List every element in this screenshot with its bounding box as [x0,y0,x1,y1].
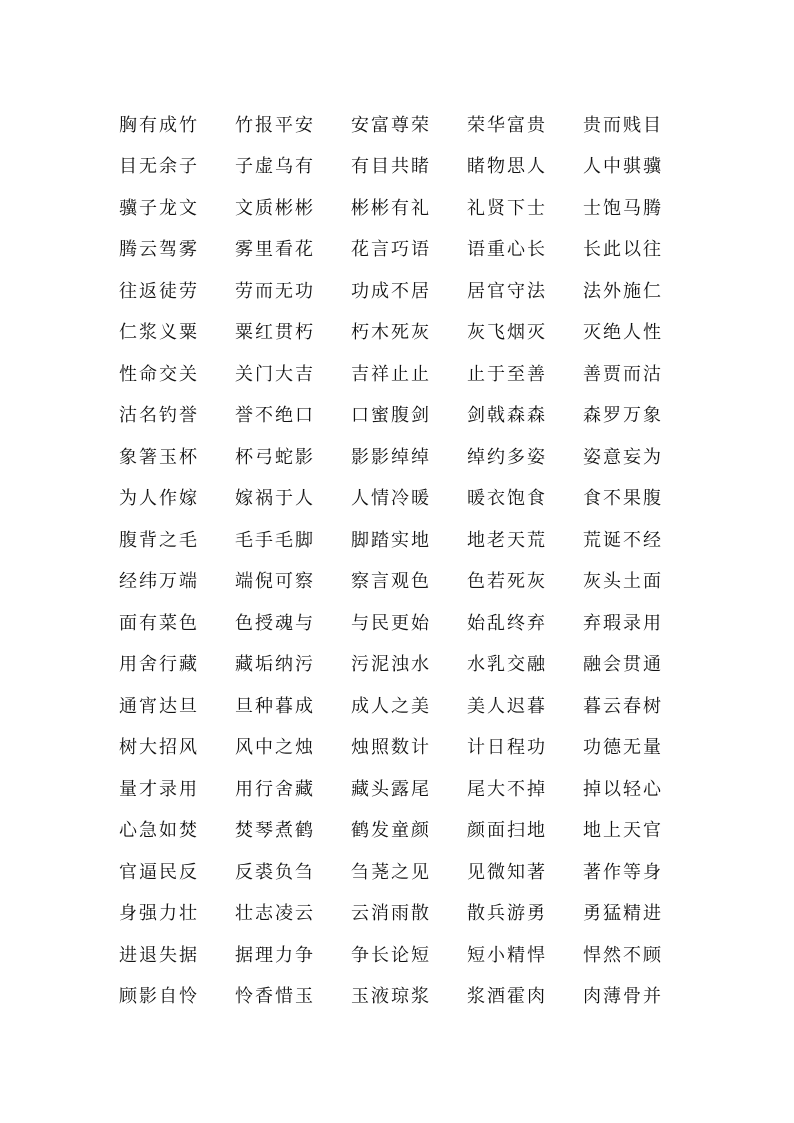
idiom-cell: 有目共睹 [351,156,431,178]
idiom-cell: 善贾而沽 [583,363,663,385]
idiom-cell: 地上天官 [583,820,663,842]
idiom-cell: 人中骐骥 [583,156,663,178]
idiom-row [119,852,699,894]
idiom-cell: 睹物思人 [467,156,547,178]
idiom-cell: 颜面扫地 [467,820,547,842]
idiom-cell: 勇猛精进 [583,903,663,925]
idiom-cell: 剑戟森森 [467,405,547,427]
idiom-cell: 花言巧语 [351,239,431,261]
idiom-cell: 荣华富贵 [467,114,547,136]
idiom-cell: 藏垢纳污 [235,654,315,676]
idiom-cell: 骥子龙文 [119,197,199,219]
idiom-cell: 往返徒劳 [119,280,199,302]
idiom-cell: 计日程功 [467,737,547,759]
idiom-cell: 始乱终弃 [467,612,547,634]
idiom-cell: 壮志凌云 [235,903,315,925]
idiom-cell: 玉液琼浆 [351,986,431,1008]
idiom-cell: 关门大吉 [235,363,315,385]
idiom-row [119,354,699,396]
idiom-cell: 杯弓蛇影 [235,446,315,468]
idiom-cell: 散兵游勇 [467,903,547,925]
idiom-cell: 口蜜腹剑 [351,405,431,427]
idiom-cell: 色授魂与 [235,612,315,634]
idiom-cell: 用舍行藏 [119,654,199,676]
idiom-cell: 安富尊荣 [351,114,431,136]
idiom-cell: 融会贯通 [583,654,663,676]
idiom-cell: 量才录用 [119,778,199,800]
idiom-cell: 荒诞不经 [583,529,663,551]
idiom-cell: 朽木死灰 [351,322,431,344]
idiom-cell: 短小精悍 [467,944,547,966]
idiom-cell: 目无余子 [119,156,199,178]
idiom-cell: 吉祥止止 [351,363,431,385]
idiom-cell: 地老天荒 [467,529,547,551]
idiom-row [119,271,699,313]
idiom-cell: 与民更始 [351,612,431,634]
idiom-cell: 功成不居 [351,280,431,302]
idiom-cell: 色若死灰 [467,571,547,593]
idiom-chain-grid [119,105,699,1018]
idiom-cell: 官逼民反 [119,861,199,883]
idiom-cell: 尾大不掉 [467,778,547,800]
idiom-cell: 用行舍藏 [235,778,315,800]
idiom-row [119,437,699,479]
idiom-cell: 顾影自怜 [119,986,199,1008]
idiom-cell: 焚琴煮鹤 [235,820,315,842]
idiom-row [119,230,699,272]
idiom-cell: 影影绰绰 [351,446,431,468]
idiom-cell: 腹背之毛 [119,529,199,551]
idiom-cell: 毛手毛脚 [235,529,315,551]
idiom-row [119,479,699,521]
idiom-cell: 面有菜色 [119,612,199,634]
idiom-cell: 端倪可察 [235,571,315,593]
idiom-cell: 身强力壮 [119,903,199,925]
idiom-cell: 粟红贯朽 [235,322,315,344]
idiom-cell: 旦种暮成 [235,695,315,717]
idiom-cell: 居官守法 [467,280,547,302]
idiom-cell: 掉以轻心 [583,778,663,800]
idiom-cell: 功德无量 [583,737,663,759]
idiom-cell: 为人作嫁 [119,488,199,510]
idiom-cell: 誉不绝口 [235,405,315,427]
idiom-cell: 通宵达旦 [119,695,199,717]
idiom-cell: 止于至善 [467,363,547,385]
idiom-cell: 成人之美 [351,695,431,717]
idiom-cell: 语重心长 [467,239,547,261]
idiom-cell: 反裘负刍 [235,861,315,883]
idiom-cell: 暮云春树 [583,695,663,717]
idiom-cell: 经纬万端 [119,571,199,593]
idiom-cell: 沽名钓誉 [119,405,199,427]
idiom-cell: 著作等身 [583,861,663,883]
idiom-row [119,603,699,645]
idiom-cell: 人情冷暖 [351,488,431,510]
idiom-cell: 象箸玉杯 [119,446,199,468]
idiom-cell: 脚踏实地 [351,529,431,551]
idiom-cell: 烛照数计 [351,737,431,759]
idiom-cell: 长此以往 [583,239,663,261]
idiom-cell: 怜香惜玉 [235,986,315,1008]
idiom-cell: 文质彬彬 [235,197,315,219]
idiom-cell: 灰飞烟灭 [467,322,547,344]
idiom-cell: 彬彬有礼 [351,197,431,219]
idiom-row [119,188,699,230]
idiom-row [119,520,699,562]
idiom-cell: 据理力争 [235,944,315,966]
idiom-cell: 藏头露尾 [351,778,431,800]
idiom-cell: 暖衣饱食 [467,488,547,510]
idiom-cell: 礼贤下士 [467,197,547,219]
idiom-row [119,894,699,936]
idiom-cell: 灭绝人性 [583,322,663,344]
idiom-cell: 察言观色 [351,571,431,593]
idiom-cell: 浆酒霍肉 [467,986,547,1008]
idiom-cell: 云消雨散 [351,903,431,925]
idiom-cell: 肉薄骨并 [583,986,663,1008]
idiom-cell: 仁浆义粟 [119,322,199,344]
idiom-cell: 姿意妄为 [583,446,663,468]
idiom-row [119,977,699,1019]
idiom-cell: 法外施仁 [583,280,663,302]
idiom-row [119,645,699,687]
idiom-row [119,728,699,770]
idiom-cell: 风中之烛 [235,737,315,759]
idiom-row [119,686,699,728]
idiom-cell: 贵而贱目 [583,114,663,136]
idiom-cell: 树大招风 [119,737,199,759]
idiom-cell: 嫁祸于人 [235,488,315,510]
idiom-cell: 竹报平安 [235,114,315,136]
idiom-row [119,811,699,853]
idiom-cell: 劳而无功 [235,280,315,302]
idiom-cell: 见微知著 [467,861,547,883]
idiom-cell: 食不果腹 [583,488,663,510]
idiom-cell: 性命交关 [119,363,199,385]
idiom-cell: 悍然不顾 [583,944,663,966]
idiom-cell: 污泥浊水 [351,654,431,676]
idiom-cell: 弃瑕录用 [583,612,663,634]
idiom-row [119,562,699,604]
idiom-cell: 心急如焚 [119,820,199,842]
idiom-cell: 美人迟暮 [467,695,547,717]
idiom-row [119,147,699,189]
idiom-cell: 刍荛之见 [351,861,431,883]
idiom-cell: 绰约多姿 [467,446,547,468]
idiom-row [119,105,699,147]
idiom-cell: 士饱马腾 [583,197,663,219]
idiom-cell: 雾里看花 [235,239,315,261]
idiom-cell: 腾云驾雾 [119,239,199,261]
idiom-cell: 子虚乌有 [235,156,315,178]
idiom-row [119,396,699,438]
idiom-cell: 进退失据 [119,944,199,966]
idiom-cell: 争长论短 [351,944,431,966]
idiom-cell: 胸有成竹 [119,114,199,136]
idiom-cell: 鹤发童颜 [351,820,431,842]
idiom-cell: 水乳交融 [467,654,547,676]
idiom-row [119,769,699,811]
idiom-row [119,313,699,355]
idiom-cell: 森罗万象 [583,405,663,427]
idiom-row [119,935,699,977]
idiom-cell: 灰头土面 [583,571,663,593]
